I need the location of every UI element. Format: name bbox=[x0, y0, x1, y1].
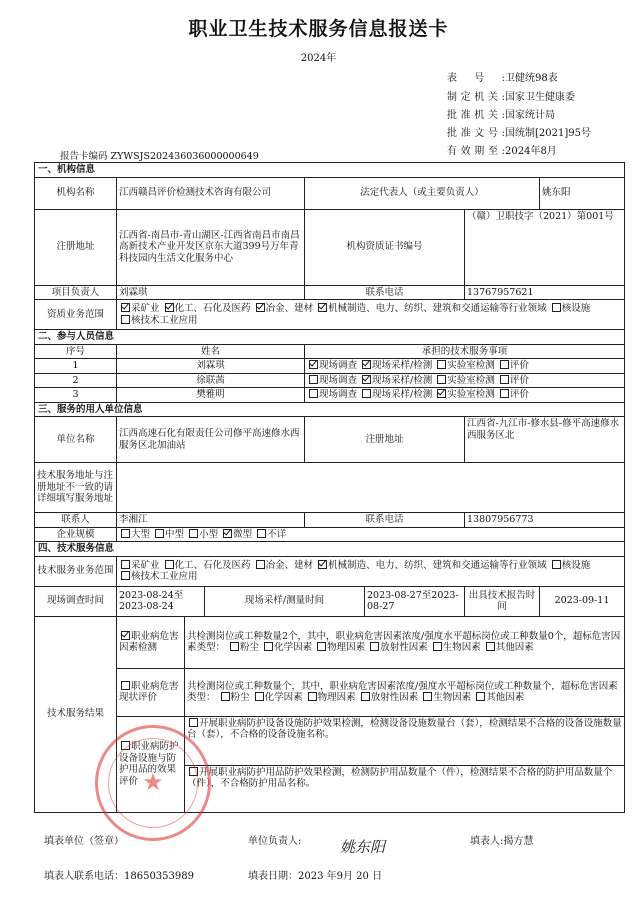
qual-scope bbox=[117, 300, 625, 330]
scope-option[interactable]: 采矿业 bbox=[119, 560, 160, 571]
item-option[interactable]: 现场调查 bbox=[307, 360, 357, 371]
unit-address: 江西省-九江市-修水县-修平高速修水西服务区北 bbox=[465, 417, 625, 463]
factor-option[interactable]: 化学因素 bbox=[253, 692, 303, 703]
factor-option[interactable]: 化学因素 bbox=[262, 642, 312, 653]
signature: 姚东阳 bbox=[340, 838, 386, 856]
row-items bbox=[305, 388, 625, 403]
item-option[interactable]: 评价 bbox=[498, 360, 529, 371]
factor-option[interactable]: 其他因素 bbox=[484, 642, 534, 653]
row-name: 徐联茜 bbox=[117, 373, 305, 388]
item-option[interactable]: 实验室检测 bbox=[435, 375, 495, 386]
size-options bbox=[117, 527, 625, 542]
checkbox-checked-icon bbox=[223, 529, 232, 538]
cert-no: （赣）卫职技字（2021）第001号 bbox=[465, 209, 625, 285]
item-option[interactable]: 评价 bbox=[498, 375, 529, 386]
item-option[interactable]: 实验室检测 bbox=[435, 360, 495, 371]
size-option[interactable]: 微型 bbox=[221, 529, 252, 540]
service-scope-label: 技术服务业务范围 bbox=[35, 556, 117, 586]
factor-option[interactable]: 放射性因素 bbox=[359, 692, 419, 703]
result-1-label[interactable]: 职业病危害因素检测 bbox=[117, 616, 185, 668]
scope-option[interactable]: 核技术工业应用 bbox=[119, 571, 198, 582]
factor-option[interactable]: 生物因素 bbox=[431, 642, 481, 653]
contact-label: 联系人 bbox=[35, 513, 117, 528]
checkbox-icon bbox=[155, 529, 164, 538]
checkbox-icon bbox=[500, 389, 509, 398]
checkbox-checked-icon bbox=[318, 560, 327, 569]
seal-star-icon: ★ bbox=[142, 768, 164, 796]
result-3-label[interactable]: 职业病防护设备设施与防护用品的效果评价 bbox=[117, 716, 185, 812]
checkbox-icon bbox=[121, 529, 130, 538]
checkbox-icon bbox=[256, 560, 265, 569]
row-no: 2 bbox=[35, 373, 117, 388]
section-4-header: 四、技术服务信息 bbox=[35, 542, 625, 557]
result-1-detail: 共检测岗位或工种数量2个，其中，职业病危害因素浓度/强度水平超标岗位或工种数量0个，超标危害因素类型： 粉尘 化学因素 物理因素 放射性因素 生物因素 其他因素 bbox=[185, 616, 625, 668]
factor-option[interactable]: 粉尘 bbox=[228, 642, 259, 653]
factor-option[interactable]: 其他因素 bbox=[474, 692, 524, 703]
service-address bbox=[117, 463, 625, 513]
factor-option[interactable]: 粉尘 bbox=[219, 692, 250, 703]
checkbox-icon bbox=[221, 692, 230, 701]
checkbox-icon bbox=[255, 692, 264, 701]
row-items bbox=[305, 373, 625, 388]
size-option[interactable]: 不详 bbox=[255, 529, 286, 540]
checkbox-icon bbox=[317, 642, 326, 651]
checkbox-icon bbox=[121, 741, 130, 750]
checkbox-icon[interactable] bbox=[189, 718, 198, 727]
scope-option[interactable]: 化工、石化及医药 bbox=[163, 303, 251, 314]
checkbox-icon bbox=[165, 560, 174, 569]
org-address: 江西省-南昌市-青山湖区-江西省南昌市南昌高新技术产业开发区京东大道399号万年青科技园内生活文化服务中心 bbox=[117, 209, 305, 285]
meta-row: 批准机关:国家统计局 bbox=[447, 110, 555, 121]
checkbox-checked-icon bbox=[437, 389, 446, 398]
footer-filler: 填表人:揭方慧 bbox=[470, 836, 534, 847]
scope-option[interactable]: 核设施 bbox=[550, 303, 591, 314]
checkbox-checked-icon bbox=[362, 360, 371, 369]
checkbox-checked-icon bbox=[165, 303, 174, 312]
service-scope bbox=[117, 556, 625, 586]
factor-option[interactable]: 生物因素 bbox=[421, 692, 471, 703]
factor-option[interactable]: 放射性因素 bbox=[368, 642, 428, 653]
checkbox-checked-icon bbox=[121, 631, 130, 640]
report-time: 2023-09-11 bbox=[540, 586, 625, 616]
unit-address-label: 注册地址 bbox=[305, 417, 465, 463]
result-label: 技术服务结果 bbox=[35, 616, 117, 812]
meta-row: 批准文号:国统制[2021]95号 bbox=[447, 128, 591, 139]
scope-option[interactable]: 冶金、建材 bbox=[254, 560, 314, 571]
footer-date: 填表日期：2023 年9月 20 日 bbox=[248, 871, 383, 882]
checkbox-icon bbox=[552, 560, 561, 569]
footer-unit-label: 填表单位（签章） bbox=[44, 836, 124, 847]
survey-time: 2023-08-24至2023-08-24 bbox=[117, 586, 205, 616]
checkbox-icon bbox=[500, 375, 509, 384]
item-option[interactable]: 评价 bbox=[498, 389, 529, 400]
checkbox-icon bbox=[500, 360, 509, 369]
checkbox-icon bbox=[370, 642, 379, 651]
survey-time-label: 现场调查时间 bbox=[35, 586, 117, 616]
row-items bbox=[305, 359, 625, 374]
unit-tel: 13807956773 bbox=[465, 513, 625, 528]
meta-row: 有效期至:2024年8月 bbox=[447, 146, 557, 157]
item-option[interactable]: 现场采样/检测 bbox=[360, 389, 432, 400]
result-3b: 开展职业病防护用品防护效果检测，检测防护用品数量个（件），检测结果不合格的防护用品数量个（件），不合格防护用品名称。 bbox=[187, 766, 613, 789]
checkbox-icon bbox=[264, 642, 273, 651]
col-items: 承担的技术服务事项 bbox=[305, 344, 625, 359]
checkbox-icon bbox=[121, 571, 130, 580]
checkbox-checked-icon bbox=[309, 360, 318, 369]
org-address-label: 注册地址 bbox=[35, 209, 117, 285]
section-1-header: 一、机构信息 bbox=[35, 163, 625, 178]
checkbox-icon bbox=[308, 692, 317, 701]
row-name: 樊雅明 bbox=[117, 388, 305, 403]
checkbox-checked-icon bbox=[256, 303, 265, 312]
unit-name-label: 单位名称 bbox=[35, 417, 117, 463]
project-lead: 刘霖琪 bbox=[117, 285, 305, 300]
footer-tel: 填表人联系电话：18650353989 bbox=[44, 871, 194, 882]
result-3-detail bbox=[185, 716, 625, 812]
qual-scope-label: 资质业务范围 bbox=[35, 300, 117, 330]
item-option[interactable]: 实验室检测 bbox=[435, 389, 495, 400]
scope-option[interactable]: 机械制造、电力、纺织、建筑和交通运输等行业领域 bbox=[316, 303, 547, 314]
checkbox-icon bbox=[230, 642, 239, 651]
checkbox-checked-icon bbox=[121, 303, 130, 312]
size-option[interactable]: 大型 bbox=[119, 529, 150, 540]
checkbox-checked-icon bbox=[362, 375, 371, 384]
checkbox-icon bbox=[423, 692, 432, 701]
meta-row: 表号:卫健统98表 bbox=[447, 73, 558, 84]
org-name-label: 机构名称 bbox=[35, 177, 117, 209]
checkbox-icon bbox=[437, 360, 446, 369]
checkbox-icon bbox=[476, 692, 485, 701]
scope-option[interactable]: 核技术工业应用 bbox=[119, 315, 198, 326]
unit-tel-label: 联系电话 bbox=[305, 513, 465, 528]
size-option[interactable]: 小型 bbox=[187, 529, 218, 540]
table-row bbox=[35, 359, 625, 374]
row-no: 3 bbox=[35, 388, 117, 403]
checkbox-icon bbox=[189, 529, 198, 538]
unit-name: 江西高速石化有限责任公司修平高速修水西服务区北加油站 bbox=[117, 417, 305, 463]
checkbox-icon bbox=[257, 529, 266, 538]
checkbox-icon bbox=[437, 375, 446, 384]
checkbox-icon bbox=[121, 681, 130, 690]
scope-option[interactable]: 采矿业 bbox=[119, 303, 160, 314]
checkbox-icon bbox=[486, 642, 495, 651]
scope-option[interactable]: 机械制造、电力、纺织、建筑和交通运输等行业领域 bbox=[316, 560, 547, 571]
scope-option[interactable]: 冶金、建材 bbox=[254, 303, 314, 314]
checkbox-icon bbox=[121, 315, 130, 324]
scope-option[interactable]: 化工、石化及医药 bbox=[163, 560, 251, 571]
cert-no-label: 机构资质证书编号 bbox=[305, 209, 465, 285]
factor-option[interactable]: 物理因素 bbox=[315, 642, 365, 653]
item-option[interactable]: 现场采样/检测 bbox=[360, 360, 432, 371]
checkbox-icon bbox=[552, 303, 561, 312]
row-name: 刘霖琪 bbox=[117, 359, 305, 374]
legal-rep-label: 法定代表人（或主要负责人） bbox=[305, 177, 540, 209]
card-number: 报告卡编码 ZYWSJS202436036000000649 bbox=[60, 151, 259, 162]
sample-time-label: 现场采样/测量时间 bbox=[205, 586, 365, 616]
checkbox-icon bbox=[361, 692, 370, 701]
table-row bbox=[35, 388, 625, 403]
result-2-detail: 共检测岗位或工种数量个，其中，职业病危害因素浓度/强度水平超标岗位或工种数量个，超标危害因素类型： 粉尘 化学因素 物理因素 放射性因素 生物因素 其他因素 bbox=[185, 668, 625, 716]
checkbox-icon bbox=[433, 642, 442, 651]
legal-rep: 姚东阳 bbox=[540, 177, 625, 209]
checkbox-icon bbox=[362, 389, 371, 398]
col-name: 姓名 bbox=[117, 344, 305, 359]
report-form bbox=[34, 162, 625, 813]
checkbox-checked-icon bbox=[318, 303, 327, 312]
table-row bbox=[35, 373, 625, 388]
checkbox-icon bbox=[309, 389, 318, 398]
service-address-label: 技术服务地址与注册地址不一致的请详细填写服务地址 bbox=[35, 463, 117, 513]
item-option[interactable]: 现场调查 bbox=[307, 389, 357, 400]
size-option[interactable]: 中型 bbox=[153, 529, 184, 540]
org-tel: 13767957621 bbox=[465, 285, 625, 300]
sample-time: 2023-08-27至2023-08-27 bbox=[365, 586, 465, 616]
item-option[interactable]: 现场调查 bbox=[307, 375, 357, 386]
org-name: 江西赣昌评价检测技术咨询有限公司 bbox=[117, 177, 305, 209]
contact: 李湘江 bbox=[117, 513, 305, 528]
result-2-label[interactable]: 职业病危害现状评价 bbox=[117, 668, 185, 716]
project-lead-label: 项目负责人 bbox=[35, 285, 117, 300]
footer-head-label: 单位负责人: bbox=[248, 836, 302, 847]
item-option[interactable]: 现场采样/检测 bbox=[360, 375, 432, 386]
form-title: 职业卫生技术服务信息报送卡 bbox=[188, 18, 449, 40]
size-label: 企业规模 bbox=[35, 527, 117, 542]
checkbox-icon[interactable] bbox=[189, 767, 198, 776]
scope-option[interactable]: 核设施 bbox=[550, 560, 591, 571]
section-3-header: 三、服务的用人单位信息 bbox=[35, 402, 625, 417]
section-2-header: 二、参与人员信息 bbox=[35, 330, 625, 345]
report-time-label: 出具技术报告时间 bbox=[465, 586, 540, 616]
factor-option[interactable]: 物理因素 bbox=[306, 692, 356, 703]
meta-row: 制定机关:国家卫生健康委 bbox=[447, 92, 575, 103]
col-no: 序号 bbox=[35, 344, 117, 359]
row-no: 1 bbox=[35, 359, 117, 374]
org-tel-label: 联系电话 bbox=[305, 285, 465, 300]
checkbox-icon bbox=[121, 560, 130, 569]
result-3a: 开展职业病防护设备设施防护效果检测，检测设备设施数量台（套），检测结果不合格的设备设施数量台（套），不合格的设备设施名称。 bbox=[185, 717, 624, 766]
checkbox-icon bbox=[309, 375, 318, 384]
form-year: 2024年 bbox=[300, 53, 337, 64]
